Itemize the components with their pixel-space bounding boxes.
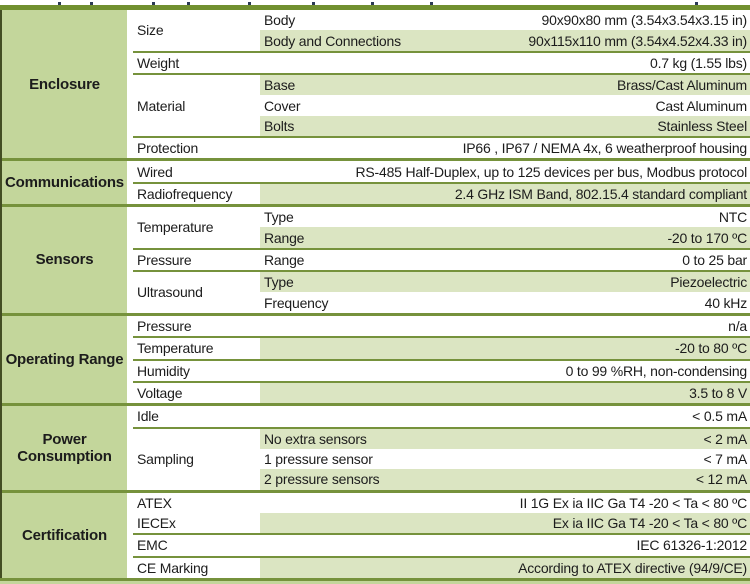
table-row: [260, 227, 750, 247]
spec-group: [133, 184, 750, 204]
group-rows: [260, 558, 750, 578]
section-content: [133, 406, 750, 489]
title-descender-speck: [90, 2, 93, 5]
table-row: [260, 535, 750, 555]
group-label: Weight: [133, 53, 260, 73]
section-content: [133, 493, 750, 578]
attribute-label: Cover: [264, 97, 301, 114]
group-rows: [260, 361, 750, 381]
group-rows: [260, 406, 750, 426]
spec-group: [133, 207, 750, 248]
value-cell: 3.5 to 8 V: [689, 385, 747, 402]
title-descender-speck: [248, 2, 251, 5]
spec-group: [133, 272, 750, 313]
spec-group: [133, 138, 750, 158]
value-cell: RS-485 Half-Duplex, up to 125 devices per bus, Modbus protocol: [355, 163, 747, 180]
spec-table: [0, 10, 750, 578]
attribute-label: Type: [264, 274, 294, 291]
group-label: Voltage: [133, 383, 260, 403]
attribute-label: Frequency: [264, 294, 329, 311]
section: [2, 161, 750, 204]
table-row: [260, 184, 750, 204]
section-content: [133, 10, 750, 158]
attribute-label: Body: [264, 12, 296, 29]
table-row: [260, 469, 750, 489]
table-row: [260, 138, 750, 158]
group-label: Ultrasound: [133, 272, 260, 313]
group-label: Material: [133, 75, 260, 136]
group-rows: [260, 10, 750, 51]
group-label: IECEx: [133, 513, 260, 533]
section: [2, 493, 750, 578]
group-label: ATEX: [133, 493, 260, 513]
title-descender-speck: [312, 2, 315, 5]
table-row: [260, 429, 750, 449]
category-cell: Power Consumption: [2, 406, 127, 489]
section-content: [133, 207, 750, 313]
group-rows: [260, 161, 750, 181]
section: [2, 10, 750, 158]
section: [2, 406, 750, 489]
group-rows: [260, 338, 750, 358]
value-cell: II 1G Ex ia IIC Ga T4 -20 < Ta < 80 ºC: [519, 494, 747, 511]
spec-group: [133, 75, 750, 136]
group-label: Temperature: [133, 338, 260, 358]
table-row: [260, 383, 750, 403]
section-content: [133, 316, 750, 403]
group-label: Radiofrequency: [133, 184, 260, 204]
table-row: [260, 449, 750, 469]
group-rows: [260, 383, 750, 403]
title-descender-speck: [695, 2, 698, 5]
group-label: Sampling: [133, 429, 260, 490]
category-cell: Operating Range: [2, 316, 127, 403]
value-cell: -20 to 170 ºC: [667, 229, 747, 246]
table-row: [260, 272, 750, 292]
value-cell: Piezoelectric: [670, 274, 747, 291]
title-descender-speck: [371, 2, 374, 5]
value-cell: 90x90x80 mm (3.54x3.54x3.15 in): [541, 12, 747, 29]
attribute-label: Range: [264, 251, 305, 268]
value-cell: 40 kHz: [704, 294, 747, 311]
table-row: [260, 75, 750, 95]
spec-group: [133, 493, 750, 513]
group-label: Pressure: [133, 316, 260, 336]
spec-group: [133, 361, 750, 381]
title-descender-speck: [430, 2, 433, 5]
table-row: [260, 116, 750, 136]
section: [2, 316, 750, 403]
table-row: [260, 338, 750, 358]
group-label: Protection: [133, 138, 260, 158]
section: [2, 207, 750, 313]
spec-group: [133, 316, 750, 336]
spec-group: [133, 250, 750, 270]
group-label: EMC: [133, 535, 260, 555]
value-cell: IP66 , IP67 / NEMA 4x, 6 weatherproof housing: [462, 140, 747, 157]
attribute-label: Bolts: [264, 117, 295, 134]
group-rows: [260, 513, 750, 533]
spec-group: [133, 10, 750, 51]
title-descender-speck: [187, 2, 190, 5]
table-row: [260, 207, 750, 227]
spec-group: [133, 558, 750, 578]
table-row: [260, 558, 750, 578]
group-rows: [260, 184, 750, 204]
group-rows: [260, 75, 750, 136]
value-cell: < 12 mA: [695, 471, 747, 488]
value-cell: < 2 mA: [703, 430, 747, 447]
group-rows: [260, 316, 750, 336]
table-row: [260, 361, 750, 381]
value-cell: 90x115x110 mm (3.54x4.52x4.33 in): [528, 32, 747, 49]
table-row: [260, 292, 750, 312]
value-cell: Stainless Steel: [657, 117, 747, 134]
table-row: [260, 406, 750, 426]
group-rows: [260, 138, 750, 158]
attribute-label: 1 pressure sensor: [264, 451, 373, 468]
spec-group: [133, 406, 750, 426]
attribute-label: Base: [264, 77, 296, 94]
spec-group: [133, 161, 750, 181]
value-cell: 2.4 GHz ISM Band, 802.15.4 standard compliant: [454, 185, 747, 202]
group-label: Size: [133, 10, 260, 51]
value-cell: 0.7 kg (1.55 lbs): [650, 54, 747, 71]
value-cell: n/a: [728, 317, 747, 334]
spec-group: [133, 513, 750, 533]
attribute-label: 2 pressure sensors: [264, 471, 380, 488]
value-cell: 0 to 25 bar: [682, 251, 747, 268]
spec-group: [133, 535, 750, 555]
group-rows: [260, 53, 750, 73]
group-rows: [260, 272, 750, 313]
category-cell: Enclosure: [2, 10, 127, 158]
category-cell: Certification: [2, 493, 127, 578]
group-label: Pressure: [133, 250, 260, 270]
group-rows: [260, 429, 750, 490]
title-descender-speck: [152, 2, 155, 5]
table-row: [260, 30, 750, 50]
table-row: [260, 53, 750, 73]
group-label: Humidity: [133, 361, 260, 381]
table-row: [260, 250, 750, 270]
attribute-label: No extra sensors: [264, 430, 367, 447]
group-rows: [260, 493, 750, 513]
group-label: Wired: [133, 161, 260, 181]
value-cell: Ex ia IIC Ga T4 -20 < Ta < 80 ºC: [552, 515, 747, 532]
attribute-label: Type: [264, 209, 294, 226]
table-row: [260, 316, 750, 336]
group-rows: [260, 250, 750, 270]
value-cell: NTC: [718, 209, 747, 226]
group-rows: [260, 207, 750, 248]
value-cell: IEC 61326-1:2012: [636, 537, 747, 554]
spec-group: [133, 338, 750, 358]
clipped-title: [0, 0, 750, 5]
table-row: [260, 161, 750, 181]
spec-group: [133, 53, 750, 73]
spec-group: [133, 429, 750, 490]
value-cell: Brass/Cast Aluminum: [616, 77, 747, 94]
section-content: [133, 161, 750, 204]
table-row: [260, 95, 750, 115]
value-cell: Cast Aluminum: [655, 97, 747, 114]
value-cell: -20 to 80 ºC: [675, 340, 747, 357]
group-label: CE Marking: [133, 558, 260, 578]
attribute-label: Body and Connections: [264, 32, 401, 49]
group-label: Temperature: [133, 207, 260, 248]
table-row: [260, 10, 750, 30]
category-cell: Sensors: [2, 207, 127, 313]
table-row: [260, 513, 750, 533]
attribute-label: Range: [264, 229, 305, 246]
value-cell: According to ATEX directive (94/9/CE): [518, 559, 747, 576]
group-label: Idle: [133, 406, 260, 426]
title-descender-speck: [58, 2, 61, 5]
category-cell: Communications: [2, 161, 127, 204]
value-cell: < 0.5 mA: [692, 408, 747, 425]
value-cell: 0 to 99 %RH, non-condensing: [565, 362, 747, 379]
spec-group: [133, 383, 750, 403]
group-rows: [260, 535, 750, 555]
table-row: [260, 493, 750, 513]
value-cell: < 7 mA: [703, 451, 747, 468]
